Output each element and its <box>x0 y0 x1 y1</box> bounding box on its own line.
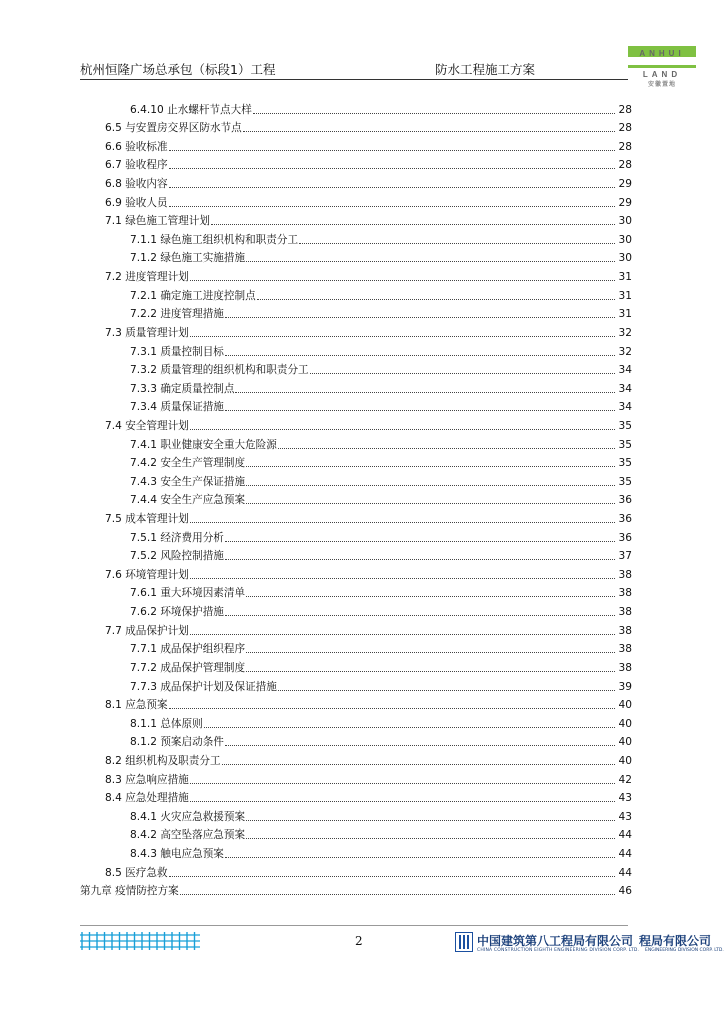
toc-entry[interactable] <box>80 526 632 545</box>
toc-leader-dots <box>299 243 615 244</box>
toc-entry[interactable] <box>80 600 632 619</box>
toc-leader-dots <box>225 317 615 318</box>
toc-entry-page: 40 <box>618 699 632 712</box>
toc-entry-page: 32 <box>618 326 632 339</box>
toc-leader-dots <box>225 615 615 616</box>
toc-entry[interactable] <box>80 154 632 173</box>
toc-leader-dots <box>190 429 615 430</box>
logo-band-mid <box>628 65 696 68</box>
toc-leader-dots <box>190 522 615 523</box>
toc-entry-page: 29 <box>618 178 632 191</box>
toc-leader-dots <box>246 485 615 486</box>
logo-text-anhui: ANHUI <box>639 49 685 58</box>
toc-entry-label: 7.3.2 质量管理的组织机构和职责分工 <box>130 364 309 377</box>
toc-entry-page: 38 <box>618 643 632 656</box>
toc-entry-page: 44 <box>618 847 632 860</box>
toc-entry[interactable] <box>80 359 632 378</box>
toc-entry[interactable] <box>80 377 632 396</box>
toc-entry-label: 8.1.1 总体原则 <box>130 717 203 730</box>
toc-entry-page: 38 <box>618 606 632 619</box>
toc-leader-dots <box>169 876 615 877</box>
toc-entry-page: 46 <box>618 885 632 898</box>
company-name-en: CHINA CONSTRUCTION EIGHTH ENGINEERING DIVISION CORP. LTD. <box>477 948 640 953</box>
toc-entry-page: 35 <box>618 419 632 432</box>
toc-leader-dots <box>246 261 615 262</box>
toc-leader-dots <box>246 652 615 653</box>
toc-entry-label: 7.4.2 安全生产管理制度 <box>130 457 246 470</box>
toc-entry-label: 7.5 成本管理计划 <box>105 513 189 526</box>
logo-text-cn: 安徽置地 <box>647 82 676 88</box>
toc-leader-dots <box>211 224 615 225</box>
toc-leader-dots <box>225 541 615 542</box>
toc-entry-page: 35 <box>618 457 632 470</box>
toc-entry-label: 7.4.1 职业健康安全重大危险源 <box>130 438 277 451</box>
toc-entry[interactable] <box>80 805 632 824</box>
toc-entry[interactable] <box>80 210 632 229</box>
toc-entry-page: 42 <box>618 773 632 786</box>
toc-entry-label: 7.7.3 成品保护计划及保证措施 <box>130 680 277 693</box>
toc-entry-page: 28 <box>618 140 632 153</box>
toc-leader-dots <box>180 894 615 895</box>
toc-leader-dots <box>246 466 615 467</box>
toc-leader-dots <box>225 857 615 858</box>
toc-entry[interactable] <box>80 749 632 768</box>
toc-entry-label: 7.6 环境管理计划 <box>105 568 189 581</box>
toc-entry-page: 38 <box>618 624 632 637</box>
toc-leader-dots <box>222 764 615 765</box>
toc-entry[interactable] <box>80 563 632 582</box>
toc-entry-page: 35 <box>618 438 632 451</box>
toc-entry-label: 6.5 与安置房交界区防水节点 <box>105 122 242 135</box>
company-name-cn-repeat: 程局有限公司 <box>639 934 712 948</box>
toc-leader-dots <box>190 783 615 784</box>
toc-leader-dots <box>190 280 615 281</box>
toc-entry-page: 31 <box>618 289 632 302</box>
toc-entry-page: 40 <box>618 754 632 767</box>
toc-entry-label: 8.1.2 预案启动条件 <box>130 736 224 749</box>
toc-entry-label: 6.6 验收标准 <box>105 140 168 153</box>
toc-entry-page: 36 <box>618 494 632 507</box>
toc-entry[interactable] <box>80 880 632 899</box>
toc-entry-page: 30 <box>618 252 632 265</box>
toc-entry[interactable] <box>80 396 632 415</box>
toc-entry-label: 6.9 验收人员 <box>105 196 168 209</box>
toc-leader-dots <box>169 150 615 151</box>
toc-entry-page: 31 <box>618 271 632 284</box>
toc-leader-dots <box>278 448 615 449</box>
toc-entry-label: 7.3.4 质量保证措施 <box>130 401 224 414</box>
header-divider <box>80 79 628 80</box>
toc-entry-page: 38 <box>618 568 632 581</box>
toc-leader-dots <box>225 559 615 560</box>
toc-leader-dots <box>246 820 615 821</box>
toc-entry-page: 34 <box>618 364 632 377</box>
toc-entry-label: 7.6.2 环境保护措施 <box>130 606 224 619</box>
page-header <box>80 60 628 78</box>
company-name-cn: 中国建筑第八工程局有限公司 <box>477 934 634 948</box>
toc-entry-label: 7.7.2 成品保护管理制度 <box>130 661 246 674</box>
anhui-land-logo <box>628 46 696 88</box>
toc-entry-label: 8.4.2 高空坠落应急预案 <box>130 829 246 842</box>
toc-entry[interactable] <box>80 433 632 452</box>
toc-entry[interactable] <box>80 619 632 638</box>
toc-leader-dots <box>235 392 615 393</box>
toc-leader-dots <box>310 373 615 374</box>
toc-entry-page: 44 <box>618 829 632 842</box>
toc-entry-label: 7.5.2 风险控制措施 <box>130 550 224 563</box>
toc-entry-label: 第九章 疫情防控方案 <box>80 885 179 898</box>
toc-entry[interactable] <box>80 545 632 564</box>
toc-entry-label: 8.2 组织机构及职责分工 <box>105 754 221 767</box>
toc-entry[interactable] <box>80 470 632 489</box>
toc-entry[interactable] <box>80 172 632 191</box>
toc-entry[interactable] <box>80 414 632 433</box>
toc-leader-dots <box>190 336 615 337</box>
toc-leader-dots <box>246 838 615 839</box>
toc-leader-dots <box>225 745 615 746</box>
toc-entry[interactable] <box>80 787 632 806</box>
toc-entry[interactable] <box>80 340 632 359</box>
toc-entry-page: 36 <box>618 513 632 526</box>
toc-entry[interactable] <box>80 135 632 154</box>
page-number: 2 <box>355 934 363 948</box>
toc-entry[interactable] <box>80 117 632 136</box>
company-name-en-repeat: ENGINEERING DIVISION CORP. LTD. <box>645 948 724 953</box>
toc-entry-page: 43 <box>618 792 632 805</box>
toc-entry-label: 8.1 应急预案 <box>105 699 168 712</box>
logo-text-land: LAND <box>642 70 682 79</box>
footer-pattern-icon <box>80 932 200 950</box>
toc-entry-label: 6.7 验收程序 <box>105 159 168 172</box>
project-title: 杭州恒隆广场总承包（标段1）工程 <box>80 62 276 77</box>
toc-entry[interactable] <box>80 284 632 303</box>
toc-entry[interactable] <box>80 228 632 247</box>
toc-entry-page: 36 <box>618 531 632 544</box>
toc-entry[interactable] <box>80 507 632 526</box>
toc-entry-page: 44 <box>618 866 632 879</box>
footer-divider <box>80 925 628 926</box>
toc-entry-label: 7.5.1 经济费用分析 <box>130 531 224 544</box>
toc-entry[interactable] <box>80 489 632 508</box>
toc-entry-label: 7.3.1 质量控制目标 <box>130 345 224 358</box>
toc-entry-label: 8.4.1 火灾应急救援预案 <box>130 810 246 823</box>
toc-leader-dots <box>246 671 615 672</box>
toc-entry-label: 8.5 医疗急救 <box>105 866 168 879</box>
toc-leader-dots <box>169 187 615 188</box>
toc-entry-label: 7.1 绿色施工管理计划 <box>105 215 210 228</box>
toc-entry-page: 34 <box>618 382 632 395</box>
company-logo-icon <box>455 932 473 952</box>
toc-entry-label: 7.1.2 绿色施工实施措施 <box>130 252 246 265</box>
document-title: 防水工程施工方案 <box>435 62 536 77</box>
toc-entry[interactable] <box>80 712 632 731</box>
toc-entry-label: 6.4.10 止水螺杆节点大样 <box>130 103 252 116</box>
toc-entry-page: 38 <box>618 587 632 600</box>
toc-entry-page: 37 <box>618 550 632 563</box>
toc-entry[interactable] <box>80 582 632 601</box>
toc-entry[interactable] <box>80 824 632 843</box>
toc-entry[interactable] <box>80 191 632 210</box>
toc-entry-page: 39 <box>618 680 632 693</box>
toc-entry-page: 34 <box>618 401 632 414</box>
toc-entry-page: 43 <box>618 810 632 823</box>
toc-entry[interactable] <box>80 861 632 880</box>
toc-entry[interactable] <box>80 694 632 713</box>
toc-entry-page: 28 <box>618 159 632 172</box>
toc-leader-dots <box>169 206 615 207</box>
toc-leader-dots <box>253 113 615 114</box>
toc-entry-page: 32 <box>618 345 632 358</box>
toc-entry[interactable] <box>80 656 632 675</box>
toc-entry-label: 6.8 验收内容 <box>105 178 168 191</box>
toc-leader-dots <box>169 168 615 169</box>
toc-entry[interactable] <box>80 768 632 787</box>
toc-entry[interactable] <box>80 452 632 471</box>
toc-entry-page: 40 <box>618 736 632 749</box>
toc-entry-label: 7.7 成品保护计划 <box>105 624 189 637</box>
toc-leader-dots <box>243 131 615 132</box>
toc-entry-page: 30 <box>618 233 632 246</box>
toc-entry[interactable] <box>80 303 632 322</box>
toc-entry-label: 7.1.1 绿色施工组织机构和职责分工 <box>130 233 299 246</box>
toc-leader-dots <box>257 299 615 300</box>
toc-entry-page: 30 <box>618 215 632 228</box>
table-of-contents <box>80 98 632 898</box>
toc-entry-page: 31 <box>618 308 632 321</box>
toc-entry-label: 7.4 安全管理计划 <box>105 419 189 432</box>
toc-entry[interactable] <box>80 731 632 750</box>
toc-entry[interactable] <box>80 98 632 117</box>
toc-entry-label: 8.4.3 触电应急预案 <box>130 847 224 860</box>
toc-entry[interactable] <box>80 675 632 694</box>
toc-entry-label: 7.7.1 成品保护组织程序 <box>130 643 246 656</box>
toc-entry-label: 7.4.3 安全生产保证措施 <box>130 475 246 488</box>
toc-leader-dots <box>225 355 615 356</box>
toc-entry-label: 7.2 进度管理计划 <box>105 271 189 284</box>
toc-entry-label: 7.2.2 进度管理措施 <box>130 308 224 321</box>
toc-leader-dots <box>246 596 615 597</box>
toc-entry[interactable] <box>80 247 632 266</box>
toc-entry-page: 38 <box>618 661 632 674</box>
toc-leader-dots <box>225 410 615 411</box>
toc-entry-page: 40 <box>618 717 632 730</box>
toc-entry[interactable] <box>80 842 632 861</box>
toc-entry-label: 7.6.1 重大环境因素清单 <box>130 587 246 600</box>
toc-entry-label: 7.2.1 确定施工进度控制点 <box>130 289 256 302</box>
toc-entry-label: 7.4.4 安全生产应急预案 <box>130 494 246 507</box>
company-footer <box>455 932 724 960</box>
toc-entry-page: 28 <box>618 122 632 135</box>
toc-leader-dots <box>169 708 615 709</box>
toc-leader-dots <box>190 801 615 802</box>
toc-entry[interactable] <box>80 321 632 340</box>
toc-entry[interactable] <box>80 265 632 284</box>
toc-entry-page: 35 <box>618 475 632 488</box>
toc-leader-dots <box>190 634 615 635</box>
toc-entry-page: 28 <box>618 103 632 116</box>
toc-entry-label: 7.3 质量管理计划 <box>105 326 189 339</box>
toc-leader-dots <box>278 690 615 691</box>
toc-leader-dots <box>190 578 615 579</box>
toc-entry-label: 8.4 应急处理措施 <box>105 792 189 805</box>
toc-entry-label: 8.3 应急响应措施 <box>105 773 189 786</box>
toc-leader-dots <box>246 503 615 504</box>
toc-entry-label: 7.3.3 确定质量控制点 <box>130 382 235 395</box>
toc-entry[interactable] <box>80 638 632 657</box>
toc-leader-dots <box>204 727 615 728</box>
toc-entry-page: 29 <box>618 196 632 209</box>
